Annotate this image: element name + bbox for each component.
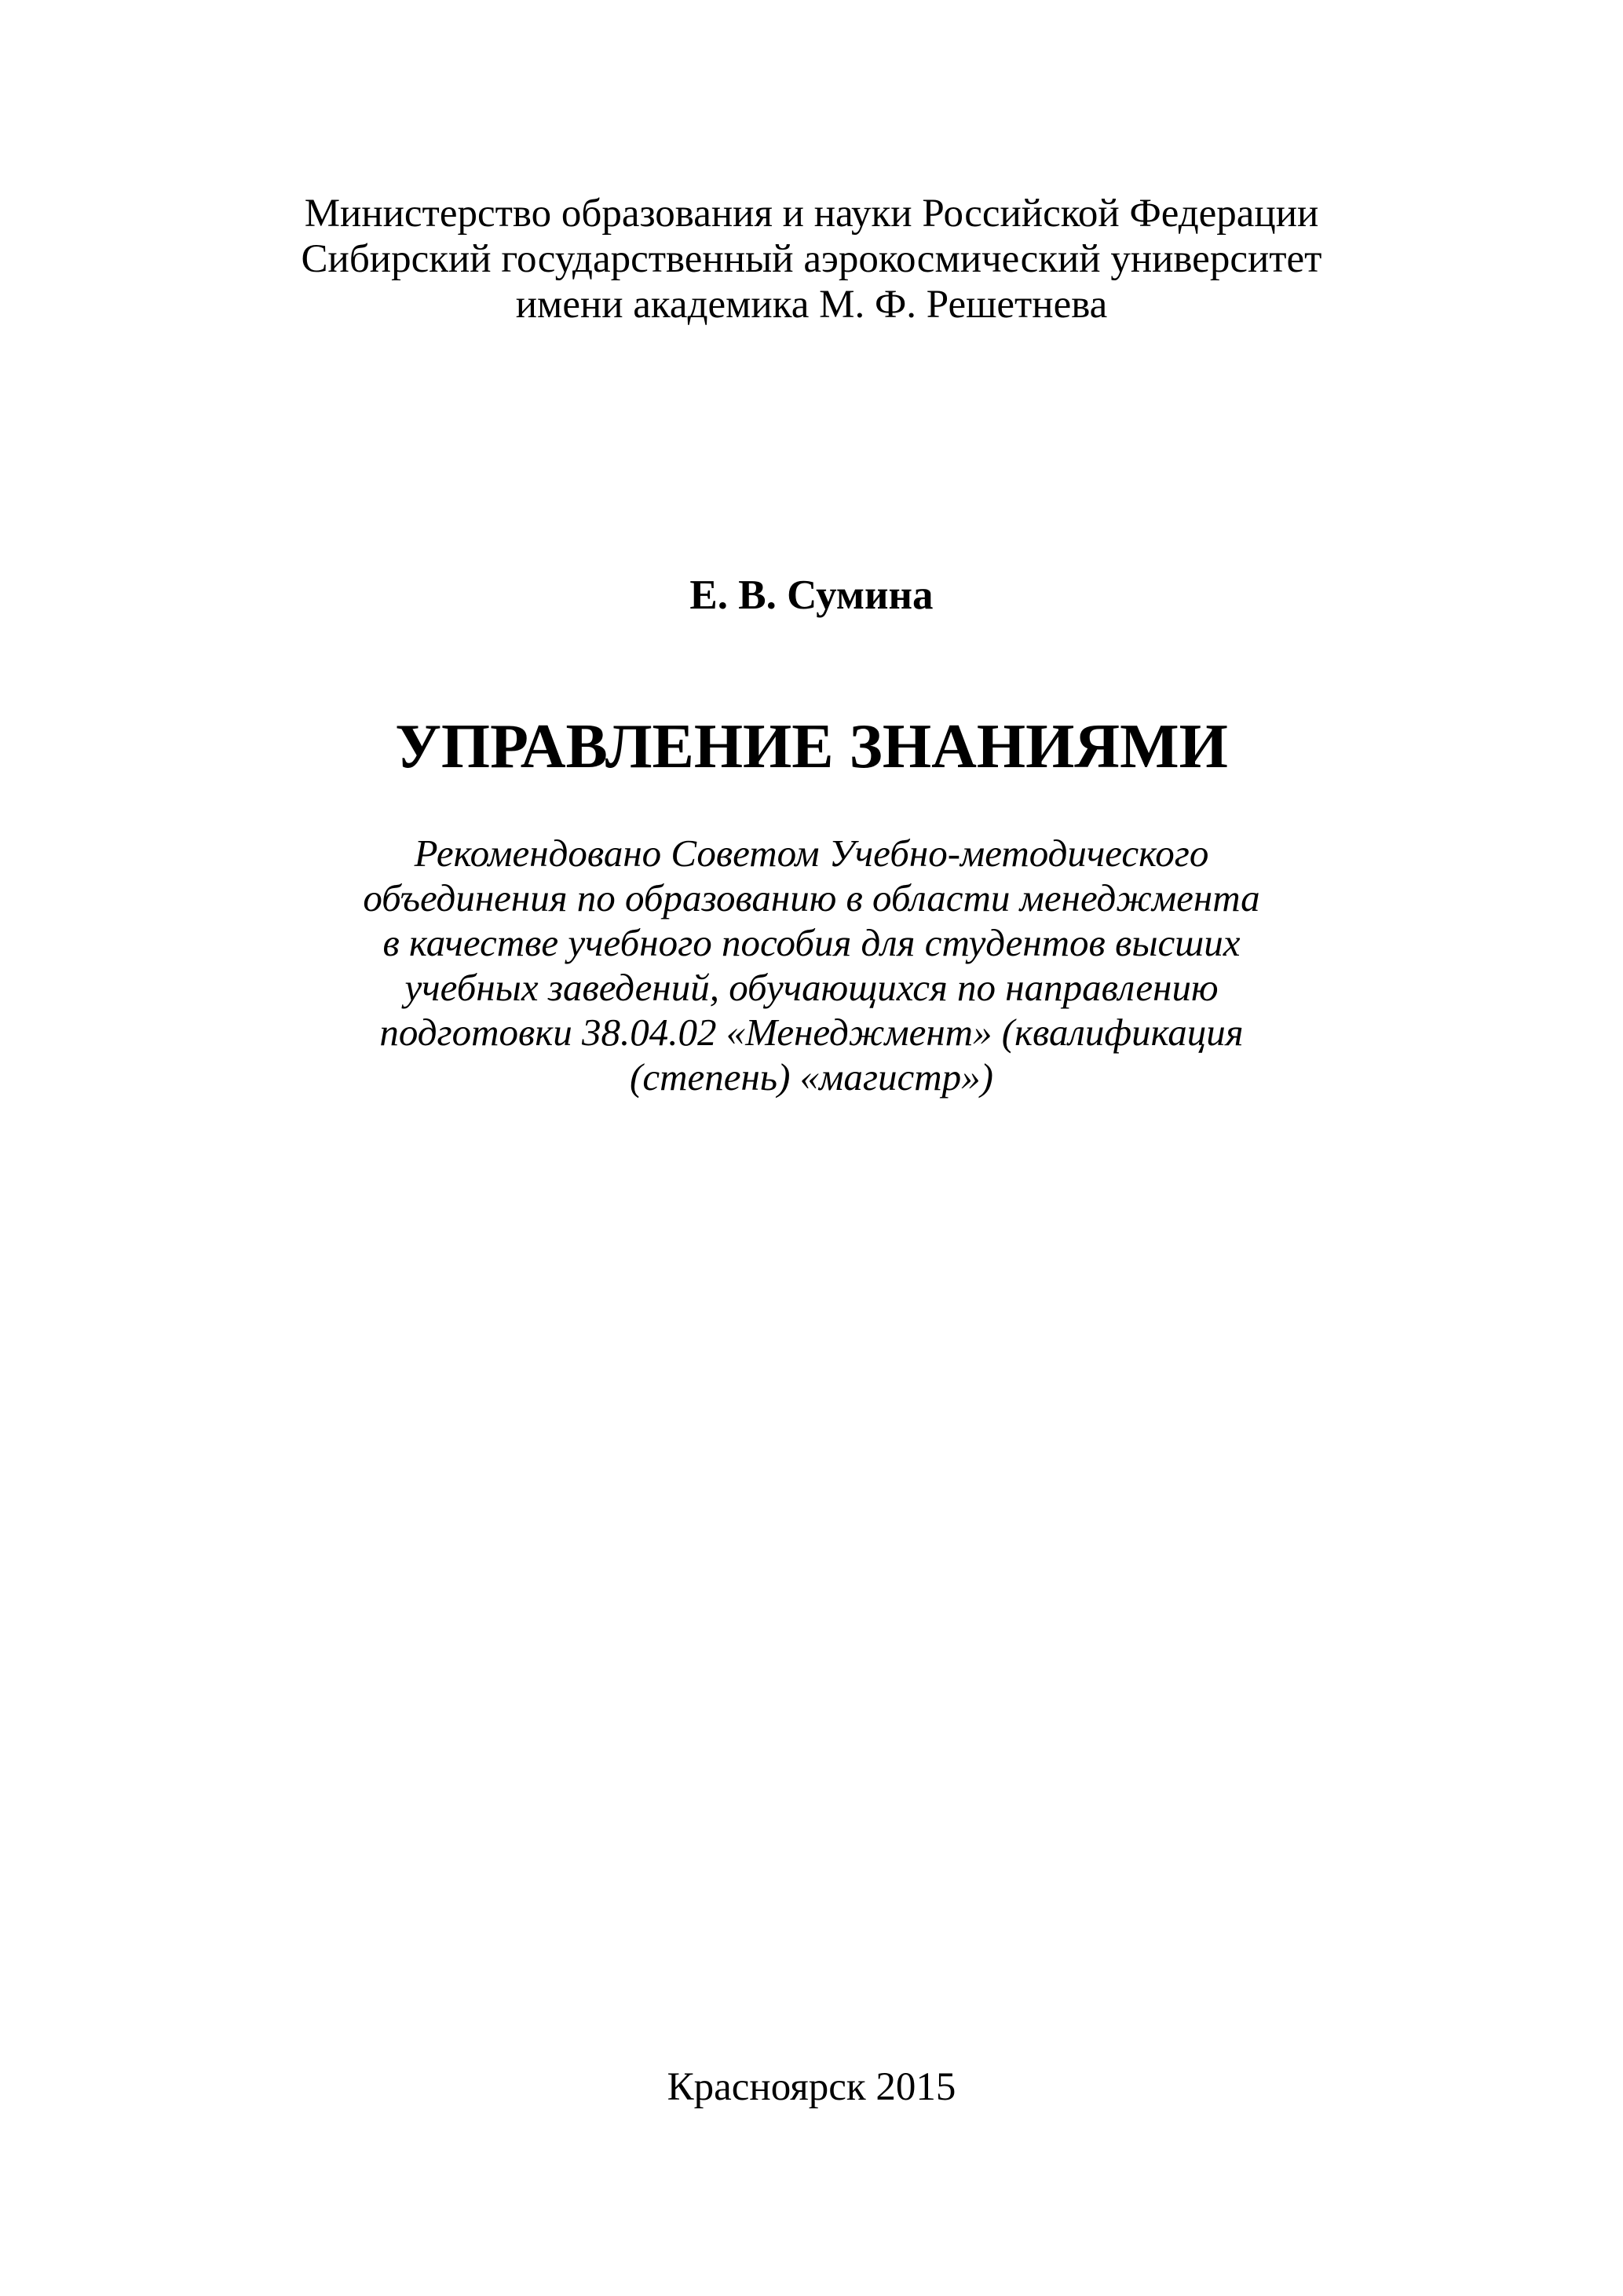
ministry-line: Министерство образования и науки Российской Федерации: [304, 192, 1319, 236]
book-title: УПРАВЛЕНИЕ ЗНАНИЯМИ: [395, 712, 1228, 781]
place-and-year: Красноярск 2015: [667, 2065, 956, 2109]
university-name-line: имени академика М. Ф. Решетнева: [515, 283, 1108, 327]
recommendation-line: в качестве учебного пособия для студентов высших: [382, 921, 1241, 964]
recommendation-line: объединения по образованию в области менеджмента: [363, 876, 1260, 919]
author-name: Е. В. Сумина: [689, 572, 934, 618]
recommendation-text: [0, 831, 1623, 1099]
university-line: Сибирский государственный аэрокосмический университет: [301, 237, 1322, 281]
recommendation-line: Рекомендовано Советом Учебно-методического: [414, 832, 1209, 875]
recommendation-line: учебных заведений, обучающихся по направлению: [404, 966, 1219, 1009]
recommendation-line: (степень) «магистр»): [630, 1055, 993, 1099]
recommendation-line: подготовки 38.04.02 «Менеджмент» (квалификация: [379, 1011, 1244, 1054]
organization-header: [0, 191, 1623, 327]
